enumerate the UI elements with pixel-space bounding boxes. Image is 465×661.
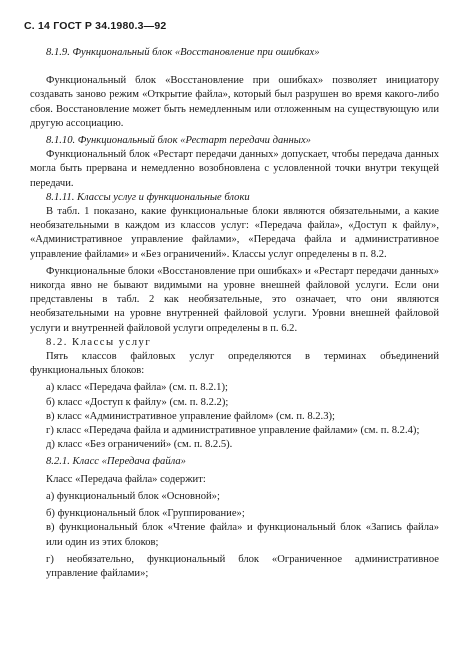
list-item: г) необязательно, функциональный блок «Ограниченное административное управление файлами»; [46,553,439,579]
body-text [30,46,439,581]
list-item: г) класс «Передача файла и административное управление файлами» (см. п. 8.2.4); [46,425,420,437]
list-item: б) функциональный блок «Группирование»; [46,508,245,520]
section-heading-8-1-9: 8.1.9. Функциональный блок «Восстановление при ошибках» [46,47,320,58]
paragraph: Класс «Передача файла» содержит: [46,473,206,485]
paragraph: Функциональный блок «Рестарт передачи данных» допускает, чтобы передача данных могла быть прервана и немедленно возобновлена с условленной точки внутри текущей передачи. [30,149,439,189]
list-item: а) функциональный блок «Основной»; [46,490,220,502]
paragraph: Пять классов файловых услуг определяются в терминах объединений функциональных блоков: [30,351,439,377]
list-item: в) функциональный блок «Чтение файла» и функциональный блок «Запись файла» или один из этих блоков; [46,522,439,548]
list-item: а) класс «Передача файла» (см. п. 8.2.1); [46,382,228,394]
section-heading-8-2: 8.2. Классы услуг [46,336,152,348]
page-header: С. 14 ГОСТ Р 34.1980.3—92 [24,20,167,32]
section-heading-8-1-10: 8.1.10. Функциональный блок «Рестарт передачи данных» [46,135,311,147]
paragraph: В табл. 1 показано, какие функциональные блоки являются обязательными, а какие необязательными в каждом из классов услуг: «Передача файла», «Доступ к файлу», «Административное управление файлами», «Передача файла и административное управление файлами» и «Без ограничений». Классы услуг определены в п. 8.2. [30,206,439,260]
section-heading-8-1-11: 8.1.11. Классы услуг и функциональные блоки [46,191,250,203]
list-item: в) класс «Административное управление файлом» (см. п. 8.2.3); [46,410,335,422]
list-item: б) класс «Доступ к файлу» (см. п. 8.2.2); [46,396,229,408]
section-heading-8-2-1: 8.2.1. Класс «Передача файла» [46,456,186,468]
paragraph: Функциональные блоки «Восстановление при ошибках» и «Рестарт передачи данных» никогда явно не бывают видимыми на уровне внешней файловой услуги. Если они представлены в табл. 2 как необязательные, это означает, что они являются необязательными на уровне внутренней файловой услуги. Уровни внешней файловой услуги и внутренней файловой услуги определены в п. 6.2. [30,265,439,334]
paragraph: Функциональный блок «Восстановление при ошибках» позволяет инициатору создавать заново режим «Открытие файла», который был разрушен во время какого-либо сбоя. Восстановление может быть немедленным или отложенным на существующую или другую ассоциацию. [30,75,439,129]
list-item: д) класс «Без ограничений» (см. п. 8.2.5). [46,439,233,451]
